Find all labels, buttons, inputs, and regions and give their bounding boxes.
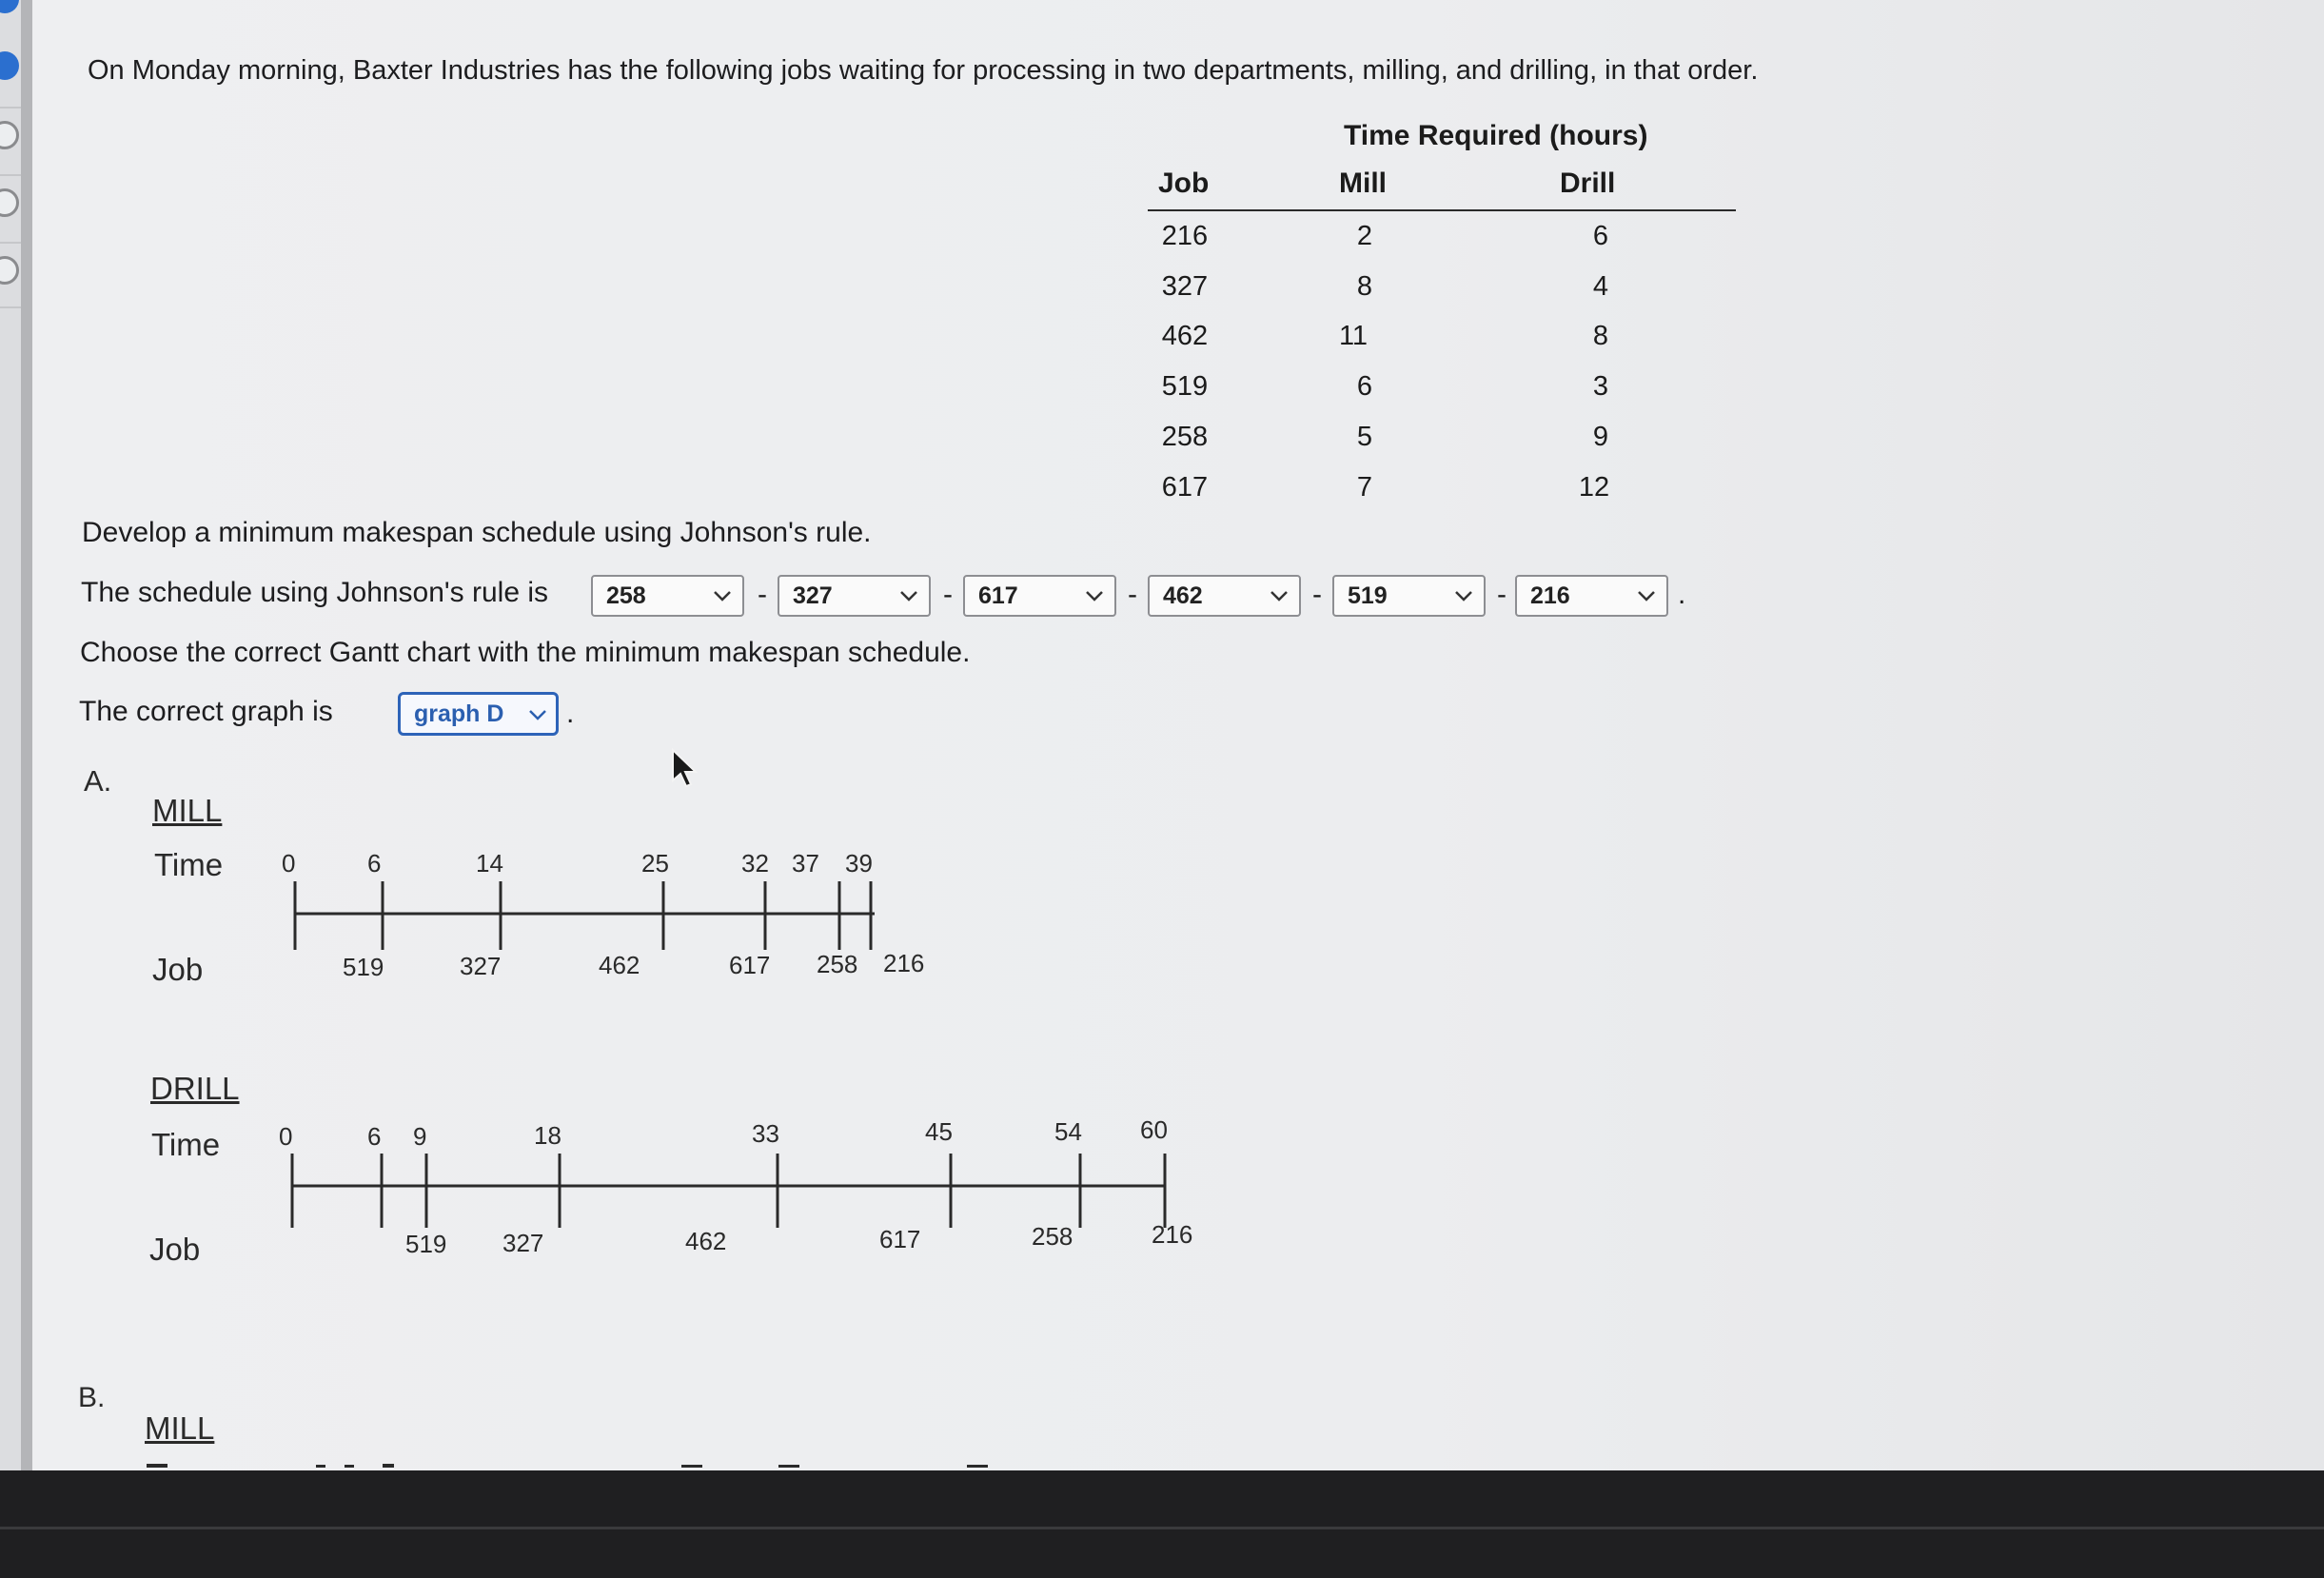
cell-job: 462 [1161,321,1209,351]
select-value: 462 [1163,582,1203,609]
chevron-down-icon [1084,582,1105,609]
cell-drill: 4 [1592,271,1609,302]
drill-job-label: Job [149,1232,201,1267]
chevron-down-icon [1636,582,1657,609]
drill-time-tick: 0 [279,1122,293,1151]
screen-bezel [0,1470,2324,1578]
chevron-down-icon [1453,582,1474,609]
cell-job: 216 [1161,221,1209,251]
mill-gantt-chart [261,838,965,990]
cell-job: 617 [1161,472,1209,503]
mill-job-label-item: 617 [729,951,771,979]
drill-time-tick: 9 [413,1122,427,1151]
chevron-down-icon [712,582,733,609]
drill-job-label-item: 617 [879,1225,921,1253]
mill-time-tick: 25 [641,849,669,878]
schedule-select-4[interactable] [1148,575,1301,617]
mill-time-tick: 32 [741,849,769,878]
graph-choice-end: . [566,698,575,729]
column-header-mill: Mill [1339,168,1387,199]
drill-time-tick: 18 [534,1121,561,1150]
chevron-down-icon [1269,582,1290,609]
rail-divider [21,0,32,1475]
instruction-text: Develop a minimum makespan schedule using Johnson's rule. [82,517,872,548]
cell-mill: 11 [1338,321,1369,351]
mouse-cursor-icon [671,748,699,790]
schedule-select-1[interactable] [591,575,744,617]
chevron-down-icon [898,582,919,609]
cell-job: 258 [1161,422,1209,452]
mill-time-tick: 0 [282,849,296,878]
drill-time-label: Time [151,1127,221,1162]
question-dot-empty[interactable] [0,188,19,217]
gantt-prompt: Choose the correct Gantt chart with the minimum makespan schedule. [80,637,971,668]
select-value: 519 [1348,582,1388,609]
graph-select[interactable] [398,692,559,736]
bezel-edge [0,1527,2324,1529]
separator: - [758,579,767,610]
cell-job: 327 [1161,271,1209,302]
mill-job-label: Job [152,952,204,987]
drill-time-tick: 60 [1140,1115,1168,1144]
column-header-drill: Drill [1560,168,1616,199]
question-content [32,0,2324,1475]
question-dot-empty[interactable] [0,256,19,285]
problem-statement: On Monday morning, Baxter Industries has the following jobs waiting for processing in two departments, milling, and drilling, in that order. [88,55,1759,86]
mill-job-label-item: 216 [883,949,925,977]
cell-mill: 8 [1356,271,1373,302]
select-value: 258 [606,582,646,609]
drill-time-tick: 6 [367,1122,382,1151]
mill-job-label-item: 327 [460,952,502,980]
option-a-letter[interactable]: A. [84,764,112,798]
cell-mill: 2 [1356,221,1373,251]
drill-title: DRILL [150,1071,240,1106]
drill-job-label-item: 258 [1032,1222,1073,1251]
cell-mill: 7 [1356,472,1373,503]
drill-time-tick: 33 [752,1119,779,1148]
cell-drill: 9 [1592,422,1609,452]
chevron-down-icon [527,701,548,728]
mill-title: MILL [152,793,223,828]
column-header-job: Job [1158,168,1210,199]
cell-mill: 5 [1356,422,1373,452]
separator: - [1497,579,1507,610]
cell-job: 519 [1161,371,1209,402]
mill-time-tick: 37 [792,849,819,878]
select-value: 617 [978,582,1018,609]
option-b-mill-title: MILL [145,1410,215,1446]
mill-time-tick: 39 [845,849,873,878]
cell-drill: 12 [1578,472,1610,503]
select-value: 327 [793,582,833,609]
graph-choice-label: The correct graph is [79,696,333,727]
cell-drill: 8 [1592,321,1609,351]
schedule-end-period: . [1678,579,1686,610]
mill-time-label: Time [154,847,224,882]
schedule-select-3[interactable] [963,575,1116,617]
cell-drill: 3 [1592,371,1609,402]
schedule-label: The schedule using Johnson's rule is [81,577,549,608]
cell-mill: 6 [1356,371,1373,402]
mill-time-tick: 6 [367,849,382,878]
separator: - [1128,579,1137,610]
schedule-select-2[interactable] [778,575,931,617]
mill-job-label-item: 258 [817,950,858,978]
drill-job-label-item: 216 [1152,1220,1193,1249]
select-value: graph D [414,700,504,727]
drill-time-tick: 45 [925,1117,953,1146]
cell-drill: 6 [1592,221,1609,251]
schedule-select-5[interactable] [1332,575,1486,617]
drill-job-label-item: 519 [405,1230,447,1258]
drill-time-tick: 54 [1054,1117,1082,1146]
table-header-rule [1148,209,1736,211]
select-value: 216 [1530,582,1570,609]
separator: - [1312,579,1322,610]
separator: - [943,579,953,610]
schedule-select-6[interactable] [1515,575,1668,617]
question-dot-current[interactable] [0,51,19,80]
mill-time-tick: 14 [476,849,503,878]
mill-job-label-item: 462 [599,951,640,979]
table-title: Time Required (hours) [1344,120,1648,151]
option-b-letter[interactable]: B. [78,1382,106,1413]
question-dot-empty[interactable] [0,121,19,149]
drill-job-label-item: 462 [685,1227,727,1255]
option-b-chart-clipped [137,1456,994,1471]
question-dot-complete[interactable] [0,0,19,13]
drill-job-label-item: 327 [502,1229,544,1257]
mill-job-label-item: 519 [343,953,384,981]
drill-gantt-chart [261,1114,1251,1266]
